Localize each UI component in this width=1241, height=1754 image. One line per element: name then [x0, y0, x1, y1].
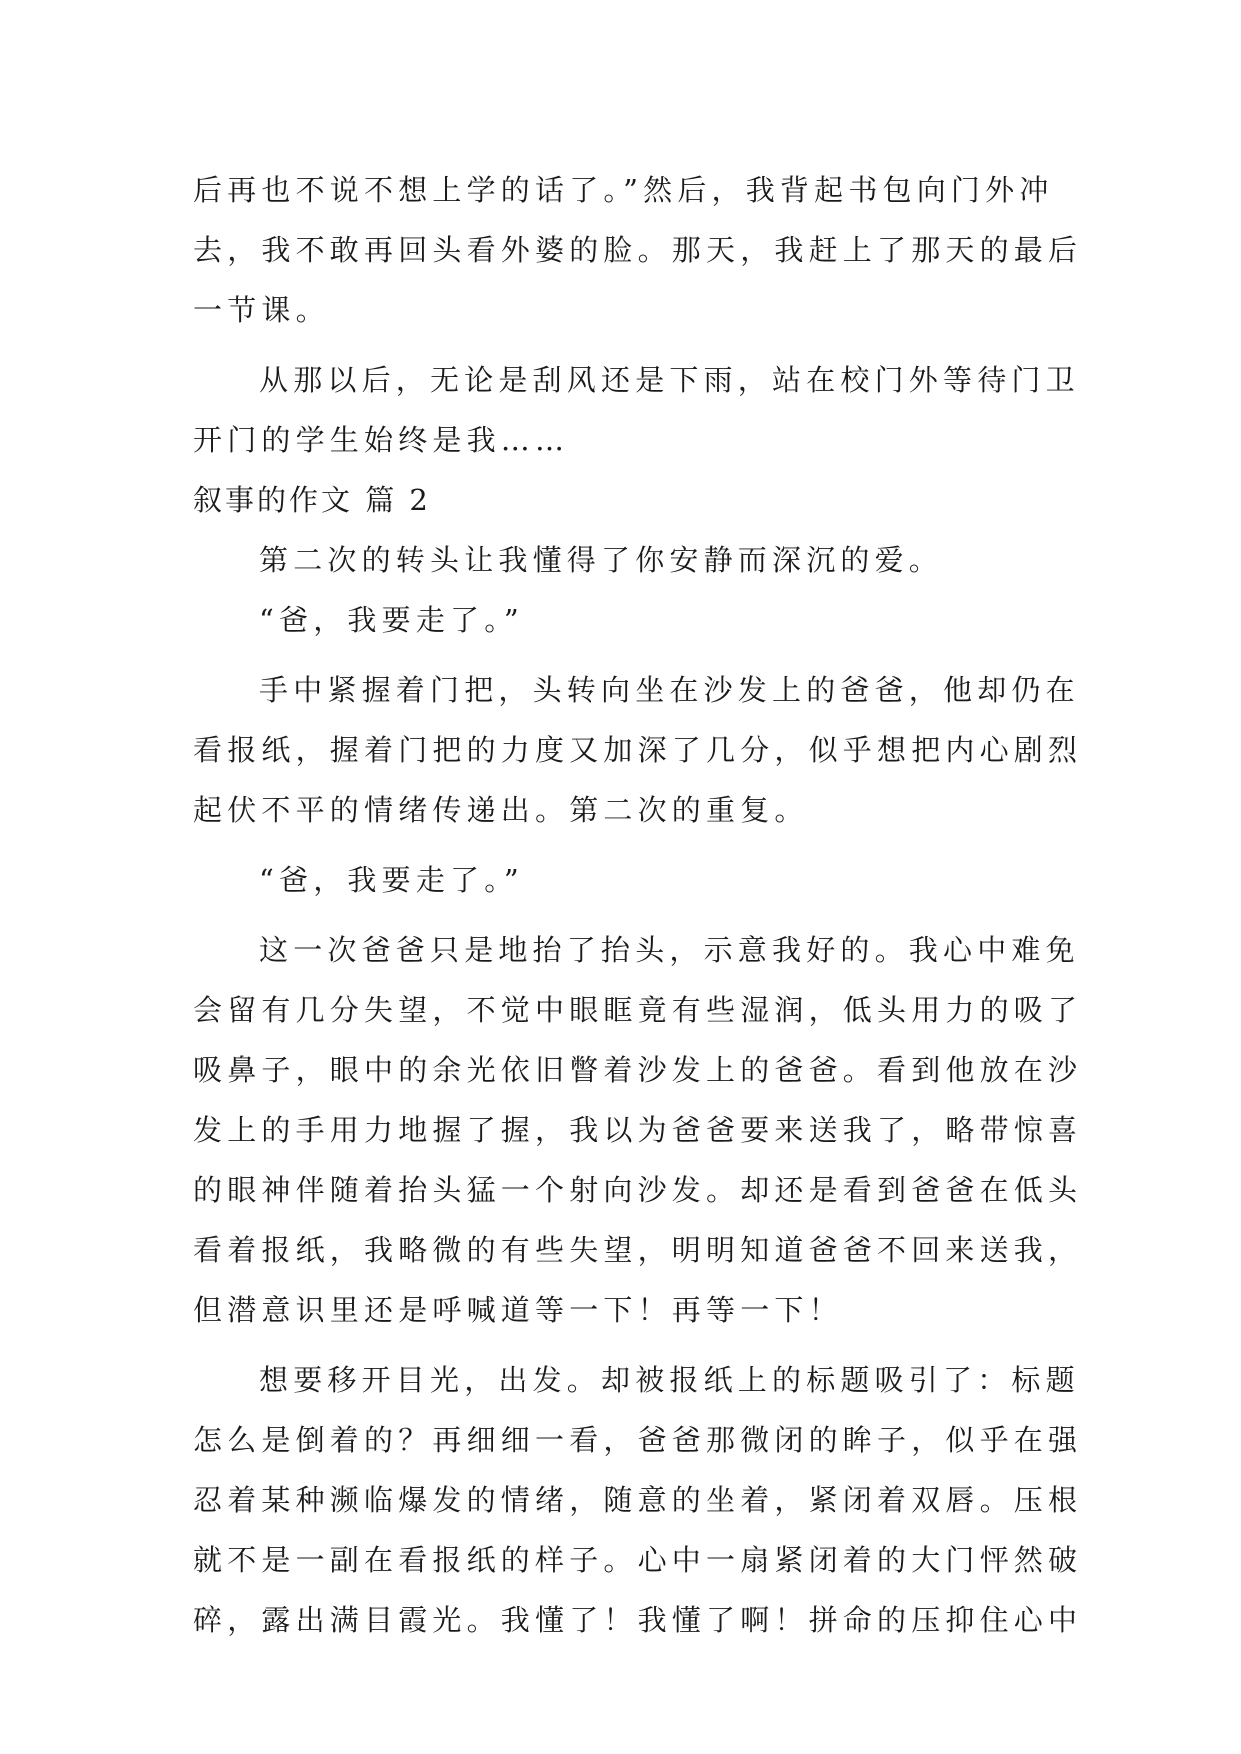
text-line: 碎，露出满目霞光。我懂了！我懂了啊！拼命的压抑住心中 — [193, 1603, 1083, 1637]
text-line: 手中紧握着门把，头转向坐在沙发上的爸爸，他却仍在 — [259, 673, 1080, 707]
text-line: 开门的学生始终是我…… — [193, 423, 570, 457]
text-line: 忍着某种濒临爆发的情绪，随意的坐着，紧闭着双唇。压根 — [193, 1483, 1083, 1517]
text-line: “爸，我要走了。” — [259, 863, 524, 897]
text-line: 起伏不平的情绪传递出。第二次的重复。 — [193, 793, 809, 827]
text-line: “爸，我要走了。” — [259, 603, 524, 637]
text-line: 吸鼻子，眼中的余光依旧瞥着沙发上的爸爸。看到他放在沙 — [193, 1053, 1083, 1087]
text-line: 这一次爸爸只是地抬了抬头，示意我好的。我心中难免 — [259, 933, 1080, 967]
text-line: 会留有几分失望，不觉中眼眶竟有些湿润，低头用力的吸了 — [193, 993, 1083, 1027]
text-line: 的眼神伴随着抬头猛一个射向沙发。却还是看到爸爸在低头 — [193, 1173, 1083, 1207]
text-line: 但潜意识里还是呼喊道等一下！再等一下！ — [193, 1293, 843, 1327]
text-line: 看着报纸，我略微的有些失望，明明知道爸爸不回来送我， — [193, 1233, 1083, 1267]
text-line: 发上的手用力地握了握，我以为爸爸要来送我了，略带惊喜 — [193, 1113, 1083, 1147]
text-line: 看报纸，握着门把的力度又加深了几分，似乎想把内心剧烈 — [193, 733, 1083, 767]
text-line: 后再也不说不想上学的话了。”然后，我背起书包向门外冲 — [193, 173, 1054, 207]
document-page — [193, 160, 1083, 1650]
text-line: 想要移开目光，出发。却被报纸上的标题吸引了：标题 — [259, 1363, 1080, 1397]
text-line: 去，我不敢再回头看外婆的脸。那天，我赶上了那天的最后 — [193, 233, 1083, 267]
text-line: 从那以后，无论是刮风还是下雨，站在校门外等待门卫 — [259, 363, 1080, 397]
text-line: 一节课。 — [193, 293, 330, 327]
text-line: 就不是一副在看报纸的样子。心中一扇紧闭着的大门怦然破 — [193, 1543, 1083, 1577]
text-line: 第二次的转头让我懂得了你安静而深沉的爱。 — [259, 543, 944, 577]
text-line: 怎么是倒着的？再细细一看，爸爸那微闭的眸子，似乎在强 — [193, 1423, 1083, 1457]
section-heading: 叙事的作文 篇 2 — [193, 483, 431, 517]
